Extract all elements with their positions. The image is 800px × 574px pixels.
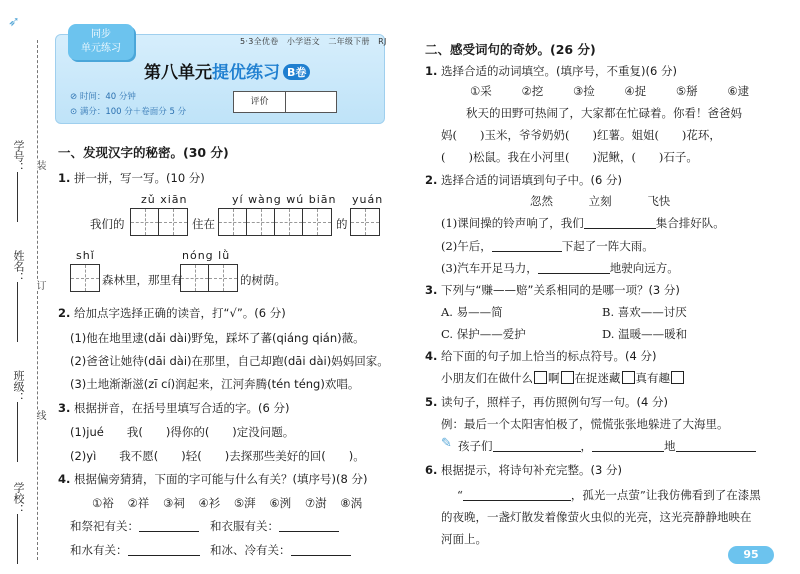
right-q1-options — [470, 83, 749, 99]
badge-line-2: 单元练习 — [81, 43, 121, 54]
ice-answer-blank[interactable] — [291, 544, 351, 556]
right-q2-item-2 — [441, 238, 654, 254]
char-option-5: ⑤湃 — [233, 496, 256, 510]
left-q3-item-1: (1)jué 我( )得你的( )定没问题。 — [70, 425, 295, 439]
row2-text-1: 森林里，那里有 — [102, 273, 183, 287]
score-info — [70, 105, 186, 117]
right-q4-sentence — [441, 370, 685, 386]
verb-option-2: ②挖 — [521, 84, 544, 98]
right-q6-line-2: 的夜晚，一盏灯散发着像萤火虫似的光亮，这光亮静静地映在 — [441, 510, 752, 524]
evaluation-box — [233, 91, 337, 113]
right-q1-line-1: 秋天的田野可热闹了，大家都在忙碌着。你看！爸爸妈 — [466, 106, 742, 120]
poem-blank[interactable] — [463, 489, 571, 501]
q2-item-3-blank[interactable] — [538, 262, 610, 274]
word-option-3: 飞快 — [647, 194, 671, 208]
left-q2-text: 给加点字选择正确的读音，打“√”。(6 分) — [74, 306, 286, 320]
left-q3-number: 3. — [58, 401, 71, 415]
school-label: 学校： — [12, 482, 25, 515]
right-q6-line-1: “ ，孤光一点萤”让我仿佛看到了在漆黑 — [457, 488, 761, 502]
time-text: 时间：40 分钟 — [79, 92, 136, 102]
rocket-icon: ➶ — [8, 14, 20, 30]
q2-item-1-text-a: (1)课间操的铃声响了，我们 — [441, 216, 584, 230]
right-q2-item-1 — [441, 215, 725, 231]
school-line[interactable] — [17, 514, 18, 564]
pencil-icon: ✎ — [441, 436, 452, 451]
right-q3 — [425, 282, 680, 298]
left-q3-item-2: (2)yì 我不愿( )轻( )去探那些美好的回( )。 — [70, 449, 365, 463]
char-option-3: ③祠 — [162, 496, 185, 510]
unit-title — [144, 58, 310, 83]
b-paper-tag: B卷 — [283, 64, 310, 80]
verb-option-3: ③捡 — [572, 84, 595, 98]
right-q2-item-3 — [441, 260, 679, 276]
sentence-part-3: 在捉迷藏 — [574, 371, 621, 385]
q2-item-1-text-b: 集合排好队。 — [655, 216, 725, 230]
left-q4-characters — [92, 495, 362, 511]
sacrifice-label: 和祭祀有关： — [70, 519, 139, 533]
row2-text-2: 的树荫。 — [240, 273, 286, 287]
section-1-title: 一、发现汉字的秘密。(30 分) — [58, 145, 229, 160]
char-option-4: ④衫 — [198, 496, 221, 510]
q2-item-2-blank[interactable] — [492, 240, 562, 252]
left-q4-row-2b — [210, 542, 351, 558]
binding-cut-line — [37, 40, 38, 560]
time-info — [70, 90, 136, 102]
class-line[interactable] — [17, 402, 18, 462]
pinyin-shi: shǐ — [76, 249, 95, 262]
name-label: 姓名： — [12, 250, 25, 283]
evaluation-label: 评价 — [234, 92, 286, 112]
punct-box-1[interactable] — [534, 371, 547, 384]
left-q4-text: 根据偏旁猜猜，下面的字可能与什么有关？(填序号)(8 分) — [74, 472, 368, 486]
pinyin-yiwangwubian: yí wàng wú biān — [232, 193, 337, 206]
left-q3-text: 根据拼音，在括号里填写合适的字。(6 分) — [74, 401, 290, 415]
right-q5-text: 读句子，照样子，再仿照例句写一句。(4 分) — [441, 395, 668, 409]
right-q5-number: 5. — [425, 395, 438, 409]
q2-item-3-text-a: (3)汽车开足马力， — [441, 261, 538, 275]
right-q6-line-3: 河面上。 — [441, 532, 487, 546]
ice-label: 和冰、冷有关： — [210, 543, 291, 557]
punct-box-2[interactable] — [561, 371, 574, 384]
word-option-1: 忽然 — [530, 194, 553, 208]
q5-part-2: ， — [580, 439, 592, 453]
left-q4-row-1a — [70, 518, 199, 534]
char-option-7: ⑦澍 — [304, 496, 327, 510]
sentence-part-1: 小朋友们在做什么 — [441, 371, 533, 385]
row1-text-1: 我们的 — [90, 217, 125, 231]
score-text: 满分：100 分＋卷面分 5 分 — [79, 107, 187, 117]
verb-option-5: ⑤掰 — [675, 84, 698, 98]
student-id-label: 学号： — [12, 140, 25, 173]
clothing-label: 和衣服有关： — [210, 519, 279, 533]
sync-badge — [68, 24, 134, 60]
option-a[interactable]: A. 易——简 — [441, 305, 503, 319]
char-option-2: ②祥 — [127, 496, 150, 510]
right-q4-text: 给下面的句子加上恰当的标点符号。(4 分) — [441, 349, 657, 363]
left-q4-row-1b — [210, 518, 339, 534]
right-q3-text: 下列与“赚——赔”关系相同的是哪一项？(3 分) — [441, 283, 680, 297]
left-q1-number: 1. — [58, 171, 71, 185]
student-id-line[interactable] — [17, 172, 18, 222]
left-q2-number: 2. — [58, 306, 71, 320]
left-q1-text: 拼一拼，写一写。(10 分) — [74, 171, 205, 185]
q5-part-3: 地 — [664, 439, 676, 453]
sentence-part-2: 啊 — [548, 371, 560, 385]
punct-box-3[interactable] — [622, 371, 635, 384]
book-info: 5·3全优卷 小学语文 二年级下册 RJ — [240, 37, 387, 46]
pinyin-zuxian: zǔ xiān — [141, 193, 188, 206]
cut-mark-1: 装 — [34, 160, 45, 170]
row1-text-3: 的 — [336, 217, 348, 231]
title-highlight: 提优练习 — [212, 63, 280, 83]
right-q1-line-3: ( )松鼠。我在小河里( )泥鳅，( )石子。 — [441, 150, 698, 164]
left-q2 — [58, 305, 286, 321]
row1-text-2: 住在 — [192, 217, 215, 231]
tianzi-grid-nonglv[interactable] — [180, 264, 238, 292]
pinyin-nonglv: nóng lǜ — [182, 249, 231, 262]
q2-item-1-blank[interactable] — [584, 217, 656, 229]
water-label: 和水有关： — [70, 543, 128, 557]
verb-option-1: ①采 — [470, 84, 492, 98]
char-option-1: ①裕 — [92, 496, 114, 510]
cut-mark-2: 订 — [34, 280, 45, 290]
target-icon: ⊙ — [70, 107, 80, 117]
tianzi-grid-zuxian[interactable] — [130, 208, 188, 236]
sentence-part-4: 真有趣 — [635, 371, 670, 385]
tianzi-grid-yuan[interactable] — [350, 208, 380, 236]
tianzi-grid-yiwangwubian[interactable] — [218, 208, 332, 236]
right-q1-line-2: 妈( )玉米，爷爷奶奶( )红薯。姐姐( )花环， — [441, 128, 721, 142]
left-q4-row-2a — [70, 542, 200, 558]
cut-mark-3: 线 — [34, 410, 45, 420]
q5-blank-2[interactable] — [592, 440, 664, 452]
right-q6-number: 6. — [425, 463, 438, 477]
right-q1 — [425, 63, 677, 79]
right-q6-text: 根据提示，将诗句补充完整。(3 分) — [441, 463, 622, 477]
sacrifice-answer-blank[interactable] — [139, 520, 199, 532]
water-answer-blank[interactable] — [128, 544, 200, 556]
right-q2-number: 2. — [425, 173, 438, 187]
right-q2-text: 选择合适的词语填到句子中。(6 分) — [441, 173, 622, 187]
name-line[interactable] — [17, 282, 18, 342]
left-q2-item-3: (3)土地渐渐滋(zī cí)润起来，江河奔腾(tén téng)欢唱。 — [70, 377, 360, 391]
word-option-2: 立刻 — [588, 194, 612, 208]
q5-blank-1[interactable] — [493, 440, 581, 452]
char-option-6: ⑥洌 — [269, 496, 292, 510]
right-q1-number: 1. — [425, 64, 438, 78]
badge-line-1: 同步 — [91, 29, 111, 40]
option-c[interactable]: C. 保护——爱护 — [441, 327, 526, 341]
evaluation-field[interactable] — [286, 92, 336, 112]
option-b[interactable]: B. 喜欢——讨厌 — [602, 305, 687, 319]
left-q3 — [58, 400, 289, 416]
q2-item-2-text-b: 下起了一阵大雨。 — [561, 239, 654, 253]
right-q6 — [425, 462, 622, 478]
left-q2-item-2: (2)爸爸让她待(dāi dài)在那里，自己却跑(dāi dài)妈妈回家。 — [70, 354, 389, 368]
left-q4-number: 4. — [58, 472, 71, 486]
char-option-8: ⑧涡 — [340, 496, 363, 510]
clock-icon: ⊘ — [70, 92, 80, 102]
title-prefix: 第八单元 — [144, 63, 212, 83]
q5-blank-3[interactable] — [676, 440, 756, 452]
q2-item-3-text-b: 地驶向远方。 — [609, 261, 679, 275]
verb-option-4: ④捉 — [624, 84, 647, 98]
left-q4 — [58, 471, 367, 487]
left-q1 — [58, 170, 205, 186]
class-label: 班级： — [12, 370, 25, 403]
right-q5-answer-line — [458, 438, 756, 454]
q2-item-2-text-a: (2)午后， — [441, 239, 492, 253]
pinyin-yuan: yuán — [352, 193, 384, 206]
right-q4-number: 4. — [425, 349, 438, 363]
punct-box-4[interactable] — [671, 371, 684, 384]
q5-part-1: 孩子们 — [458, 439, 493, 453]
right-q3-number: 3. — [425, 283, 438, 297]
q6-line-1-text: ，孤光一点萤”让我仿佛看到了在漆黑 — [570, 488, 761, 502]
right-q2 — [425, 172, 622, 188]
page-number: 95 — [728, 546, 774, 564]
verb-option-6: ⑥逮 — [727, 84, 750, 98]
right-q2-words — [530, 193, 670, 209]
clothing-answer-blank[interactable] — [279, 520, 339, 532]
tianzi-grid-shi[interactable] — [70, 264, 100, 292]
right-q5-example: 例：最后一个太阳害怕极了，慌慌张张地躲进了大海里。 — [441, 417, 729, 431]
section-2-title: 二、感受词句的奇妙。(26 分) — [425, 42, 596, 57]
right-q1-text: 选择合适的动词填空。(填序号，不重复)(6 分) — [441, 64, 677, 78]
option-d[interactable]: D. 温暖——暖和 — [602, 327, 688, 341]
left-q2-item-1: (1)他在地里逮(dǎi dài)野兔，踩坏了蕃(qiáng qián)薇。 — [70, 331, 365, 345]
right-q4 — [425, 348, 656, 364]
right-q5 — [425, 394, 668, 410]
